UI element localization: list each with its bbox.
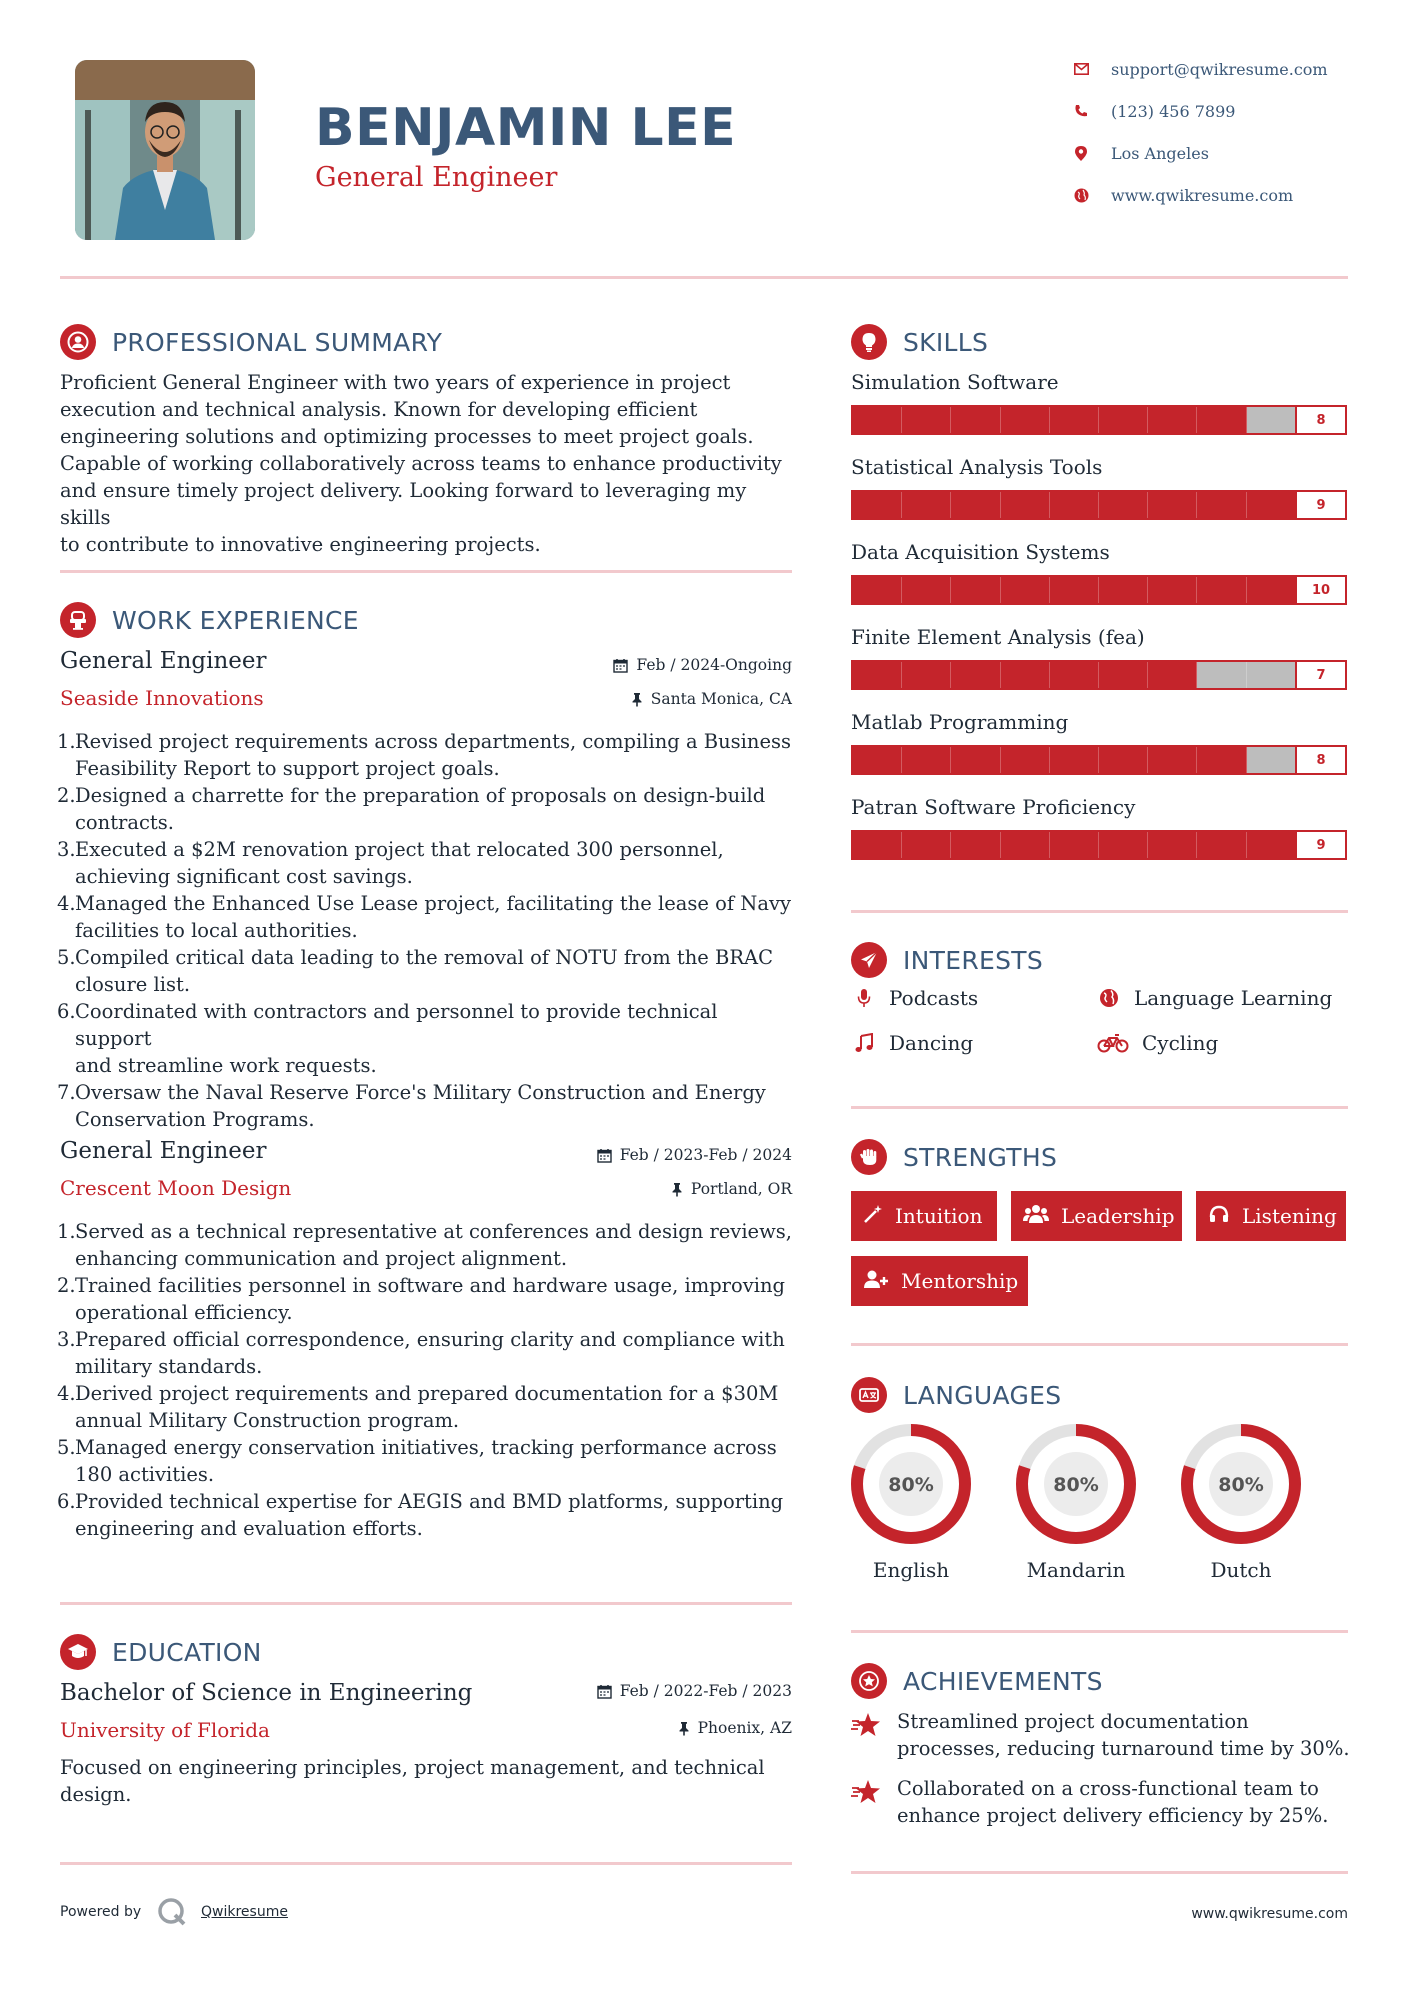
list-item-line: Oversaw the Naval Reserve Force's Military Construction and Energy — [75, 1081, 766, 1104]
skill-item — [851, 795, 1351, 880]
summary-line: and ensure timely project delivery. Looking forward to leveraging my skills — [60, 479, 747, 529]
skill-bar-empty-segment — [1197, 662, 1246, 688]
skill-bar-filled-segment — [853, 492, 902, 518]
achievement-line: Collaborated on a cross-functional team to — [897, 1777, 1319, 1800]
star-badge-icon — [851, 1663, 887, 1699]
list-item — [57, 1272, 799, 1326]
interest-label: Dancing — [889, 1031, 974, 1055]
list-item — [57, 1218, 799, 1272]
microphone-icon — [851, 988, 877, 1008]
job-points — [57, 1218, 799, 1542]
language-percent: 80% — [1218, 1474, 1264, 1496]
achievement-item — [851, 1775, 1351, 1829]
contact-phone-text: (123) 456 7899 — [1111, 101, 1236, 121]
list-item-line: Revised project requirements across departments, compiling a Business — [75, 730, 792, 753]
job-title: General Engineer — [60, 1138, 267, 1164]
summary-line: execution and technical analysis. Known for developing efficient — [60, 398, 698, 421]
skill-bar-filled-segment — [951, 492, 1000, 518]
list-item-line: Designed a charrette for the preparation of proposals on design-build — [75, 784, 766, 807]
skill-bar — [851, 660, 1347, 690]
interest-label: Cycling — [1142, 1031, 1219, 1055]
education-location — [500, 1719, 792, 1737]
language-name: Dutch — [1210, 1558, 1272, 1582]
skill-bar-filled-segment — [1197, 832, 1246, 858]
education-heading: EDUCATION — [112, 1637, 262, 1667]
list-item-line: contracts. — [75, 811, 174, 834]
footer-brand-link[interactable]: Qwikresume — [201, 1904, 288, 1920]
skill-bar — [851, 575, 1347, 605]
graduation-cap-icon — [60, 1634, 96, 1670]
list-item-number: 2. — [57, 784, 76, 807]
language-percent: 80% — [1053, 1474, 1099, 1496]
list-item — [57, 1079, 799, 1133]
skill-bar-filled-segment — [1197, 492, 1246, 518]
language-item — [831, 1422, 991, 1582]
list-item-line: Feasibility Report to support project goals. — [75, 757, 500, 780]
skill-bar-filled-segment — [1001, 662, 1050, 688]
achievements-header — [851, 1661, 1103, 1701]
skill-bar-filled-segment — [853, 747, 902, 773]
skill-bar-filled-segment — [853, 832, 902, 858]
list-item-line: military standards. — [75, 1355, 263, 1378]
list-item-line: Derived project requirements and prepared documentation for a $30M — [75, 1382, 779, 1405]
candidate-title: General Engineer — [315, 162, 558, 193]
list-item-number: 3. — [57, 838, 76, 861]
summary-line: to contribute to innovative engineering projects. — [60, 533, 541, 556]
star-icon — [851, 1708, 883, 1762]
list-item-number: 4. — [57, 892, 76, 915]
list-item — [57, 1380, 799, 1434]
job-dates-text: Feb / 2024-Ongoing — [636, 656, 792, 674]
skill-bar-filled-segment — [1247, 577, 1296, 603]
list-item-line: Served as a technical representative at conferences and design reviews, — [75, 1220, 792, 1243]
languages-heading: LANGUAGES — [903, 1380, 1062, 1410]
languages-header — [851, 1375, 1061, 1415]
list-item-number: 1. — [57, 1220, 76, 1243]
skill-bar-filled-segment — [1001, 747, 1050, 773]
list-item-number: 5. — [57, 1436, 76, 1459]
calendar-icon — [597, 1684, 612, 1699]
skill-bar-filled-segment — [951, 662, 1000, 688]
skill-bar-filled-segment — [1148, 492, 1197, 518]
phone-icon — [1073, 103, 1089, 119]
contact-website-text: www.qwikresume.com — [1111, 185, 1294, 205]
list-item-line: operational efficiency. — [75, 1301, 293, 1324]
calendar-icon — [613, 658, 628, 673]
skill-bar-filled-segment — [1050, 747, 1099, 773]
list-item — [57, 998, 799, 1079]
star-icon — [851, 1775, 883, 1829]
list-item-number: 5. — [57, 946, 76, 969]
skill-name: Patran Software Proficiency — [851, 795, 1136, 819]
job-location — [500, 1180, 792, 1198]
work-heading: WORK EXPERIENCE — [112, 605, 359, 635]
skill-level-badge: 10 — [1295, 577, 1345, 603]
skill-bar-filled-segment — [1197, 577, 1246, 603]
skill-item — [851, 625, 1351, 710]
skill-bar-filled-segment — [1099, 832, 1148, 858]
skill-bar-filled-segment — [1197, 407, 1246, 433]
skill-bar-filled-segment — [902, 832, 951, 858]
skill-bar-filled-segment — [1247, 832, 1296, 858]
job-company: Crescent Moon Design — [60, 1176, 292, 1200]
list-item — [57, 1326, 799, 1380]
paper-plane-icon — [851, 942, 887, 978]
job-dates — [500, 1146, 792, 1164]
contact-website[interactable] — [1073, 182, 1373, 208]
music-note-icon — [851, 1033, 877, 1053]
skill-item — [851, 540, 1351, 625]
skill-bar — [851, 745, 1347, 775]
bicycle-icon — [1096, 1033, 1130, 1053]
languages-divider — [851, 1630, 1348, 1633]
skill-bar-empty-segment — [1247, 662, 1296, 688]
list-item — [57, 1488, 799, 1542]
skill-bar-filled-segment — [1099, 407, 1148, 433]
skill-bar-filled-segment — [902, 747, 951, 773]
language-name: Mandarin — [1026, 1558, 1126, 1582]
job-dates-text: Feb / 2023-Feb / 2024 — [619, 1146, 792, 1164]
list-item-number: 7. — [57, 1081, 76, 1104]
pin-icon — [671, 1182, 683, 1197]
skill-bar-empty-segment — [1247, 747, 1296, 773]
summary-heading: PROFESSIONAL SUMMARY — [112, 327, 443, 357]
job-location-text: Portland, OR — [690, 1180, 792, 1198]
summary-line: engineering solutions and optimizing processes to meet project goals. — [60, 425, 754, 448]
translate-icon — [851, 1377, 887, 1413]
skill-name: Matlab Programming — [851, 710, 1069, 734]
users-icon — [1023, 1204, 1049, 1229]
achievement-line: processes, reducing turnaround time by 30%. — [897, 1737, 1350, 1760]
skill-item — [851, 710, 1351, 795]
skill-bar-empty-segment — [1247, 407, 1296, 433]
user-icon — [60, 324, 96, 360]
candidate-name: BENJAMIN LEE — [315, 98, 737, 158]
interest-item — [851, 1031, 973, 1055]
education-line: design. — [60, 1783, 132, 1806]
list-item-line: Coordinated with contractors and personnel to provide technical support — [75, 1000, 718, 1050]
strength-chip — [851, 1256, 1028, 1306]
strengths-heading: STRENGTHS — [903, 1142, 1058, 1172]
interest-item — [1096, 986, 1332, 1010]
language-name: English — [872, 1558, 950, 1582]
skill-bar — [851, 830, 1347, 860]
skill-bar-filled-segment — [1148, 577, 1197, 603]
skill-bar-filled-segment — [1099, 747, 1148, 773]
list-item-number: 4. — [57, 1382, 76, 1405]
headphones-icon — [1208, 1204, 1230, 1229]
list-item-line: enhancing communication and project alignment. — [75, 1247, 568, 1270]
skill-bar-filled-segment — [951, 407, 1000, 433]
skill-bar-filled-segment — [1148, 662, 1197, 688]
interests-heading: INTERESTS — [903, 945, 1044, 975]
skill-bar-filled-segment — [1001, 407, 1050, 433]
summary-text — [60, 369, 800, 558]
language-ring — [831, 1422, 991, 1546]
skill-bar-filled-segment — [1050, 407, 1099, 433]
header-divider — [60, 276, 1348, 279]
job-location-text: Santa Monica, CA — [650, 690, 792, 708]
list-item-line: engineering and evaluation efforts. — [75, 1517, 423, 1540]
skill-bar-filled-segment — [1148, 832, 1197, 858]
globe-icon — [1096, 988, 1122, 1008]
skill-bar-filled-segment — [1050, 832, 1099, 858]
skill-bar-filled-segment — [951, 577, 1000, 603]
fist-icon — [851, 1139, 887, 1175]
language-item — [1161, 1422, 1321, 1582]
skill-bar — [851, 490, 1347, 520]
skills-list — [851, 370, 1351, 880]
skill-bar-filled-segment — [951, 747, 1000, 773]
skill-level-badge: 9 — [1295, 832, 1345, 858]
education-dates — [500, 1682, 792, 1700]
skill-level-badge: 9 — [1295, 492, 1345, 518]
interest-item — [1096, 1031, 1218, 1055]
skill-bar-filled-segment — [902, 492, 951, 518]
work-divider — [60, 1602, 792, 1605]
list-item — [57, 836, 799, 890]
list-item-line: 180 activities. — [75, 1463, 215, 1486]
skills-heading: SKILLS — [903, 327, 989, 357]
job-title: General Engineer — [60, 648, 267, 674]
interests-header — [851, 940, 1043, 980]
list-item — [57, 890, 799, 944]
degree-title: Bachelor of Science in Engineering — [60, 1680, 473, 1706]
skill-bar-filled-segment — [1050, 577, 1099, 603]
strength-chip — [1011, 1191, 1182, 1241]
achievements-divider — [851, 1871, 1348, 1874]
education-location-text: Phoenix, AZ — [697, 1719, 792, 1737]
language-percent: 80% — [888, 1474, 934, 1496]
briefcase-icon — [60, 602, 96, 638]
skills-divider — [851, 910, 1348, 913]
skills-header — [851, 322, 988, 362]
list-item-line: Executed a $2M renovation project that relocated 300 personnel, — [75, 838, 724, 861]
skill-bar-filled-segment — [853, 662, 902, 688]
lightbulb-icon — [851, 324, 887, 360]
work-header — [60, 600, 359, 640]
list-item-line: and streamline work requests. — [75, 1054, 377, 1077]
list-item-number: 6. — [57, 1490, 76, 1513]
pin-icon — [678, 1721, 690, 1736]
achievement-line: enhance project delivery efficiency by 25%. — [897, 1804, 1329, 1827]
summary-line: Capable of working collaboratively across teams to enhance productivity — [60, 452, 782, 475]
job-dates — [500, 656, 792, 674]
qwikresume-logo-icon — [157, 1897, 187, 1931]
list-item — [57, 728, 799, 782]
skill-bar-filled-segment — [1247, 492, 1296, 518]
achievements-heading: ACHIEVEMENTS — [903, 1666, 1103, 1696]
contact-phone[interactable] — [1073, 98, 1373, 124]
strength-label: Listening — [1242, 1204, 1337, 1228]
skill-level-badge: 7 — [1295, 662, 1345, 688]
contact-location — [1073, 140, 1373, 166]
list-item-line: Managed energy conservation initiatives, tracking performance across — [75, 1436, 777, 1459]
location-pin-icon — [1073, 145, 1089, 161]
list-item-number: 2. — [57, 1274, 76, 1297]
magic-wand-icon — [863, 1204, 883, 1229]
skill-bar-filled-segment — [902, 407, 951, 433]
skill-bar-filled-segment — [902, 662, 951, 688]
strength-label: Intuition — [895, 1204, 983, 1228]
list-item-line: facilities to local authorities. — [75, 919, 358, 942]
language-ring — [996, 1422, 1156, 1546]
job-points — [57, 728, 799, 1133]
interest-item — [851, 986, 978, 1010]
list-item-line: Provided technical expertise for AEGIS and BMD platforms, supporting — [75, 1490, 784, 1513]
skill-bar-filled-segment — [1001, 577, 1050, 603]
education-header — [60, 1632, 262, 1672]
strength-chip — [1196, 1191, 1346, 1241]
skill-name: Data Acquisition Systems — [851, 540, 1110, 564]
achievement-line: Streamlined project documentation — [897, 1710, 1249, 1733]
list-item-line: Conservation Programs. — [75, 1108, 315, 1131]
skill-name: Finite Element Analysis (fea) — [851, 625, 1145, 649]
interests-divider — [851, 1106, 1348, 1109]
job-company: Seaside Innovations — [60, 686, 264, 710]
strength-label: Mentorship — [901, 1269, 1019, 1293]
language-item — [996, 1422, 1156, 1582]
skill-bar-filled-segment — [1050, 662, 1099, 688]
skill-bar-filled-segment — [902, 577, 951, 603]
contact-email-text: support@qwikresume.com — [1111, 59, 1328, 79]
profile-photo — [75, 60, 255, 240]
skill-level-badge: 8 — [1295, 747, 1345, 773]
footer-website-link[interactable]: www.qwikresume.com — [1191, 1906, 1348, 1922]
skill-bar-filled-segment — [1050, 492, 1099, 518]
strength-chip — [851, 1191, 997, 1241]
skill-bar-filled-segment — [1001, 492, 1050, 518]
education-description — [60, 1754, 800, 1808]
skill-bar-filled-segment — [1197, 747, 1246, 773]
pin-icon — [631, 692, 643, 707]
user-plus-icon — [863, 1269, 889, 1294]
skill-bar-filled-segment — [1148, 747, 1197, 773]
education-dates-text: Feb / 2022-Feb / 2023 — [619, 1682, 792, 1700]
education-line: Focused on engineering principles, project management, and technical — [60, 1756, 765, 1779]
summary-line: Proficient General Engineer with two years of experience in project — [60, 371, 731, 394]
list-item-line: closure list. — [75, 973, 191, 996]
email-icon — [1073, 61, 1089, 77]
achievement-item — [851, 1708, 1351, 1762]
skill-bar-filled-segment — [853, 407, 902, 433]
skill-item — [851, 370, 1351, 455]
skill-bar-filled-segment — [1099, 492, 1148, 518]
list-item-number: 6. — [57, 1000, 76, 1023]
strengths-header — [851, 1137, 1057, 1177]
language-ring — [1161, 1422, 1321, 1546]
interest-label: Language Learning — [1134, 986, 1333, 1010]
list-item — [57, 944, 799, 998]
globe-icon — [1073, 187, 1089, 203]
summary-header — [60, 322, 442, 362]
contact-location-text: Los Angeles — [1111, 143, 1209, 163]
list-item-line: Compiled critical data leading to the removal of NOTU from the BRAC — [75, 946, 774, 969]
summary-divider — [60, 570, 792, 573]
skill-bar — [851, 405, 1347, 435]
calendar-icon — [597, 1148, 612, 1163]
skill-name: Statistical Analysis Tools — [851, 455, 1103, 479]
strength-label: Leadership — [1061, 1204, 1175, 1228]
strengths-divider — [851, 1343, 1348, 1346]
list-item-number: 1. — [57, 730, 76, 753]
list-item-line: Trained facilities personnel in software and hardware usage, improving — [75, 1274, 786, 1297]
skill-name: Simulation Software — [851, 370, 1059, 394]
skill-bar-filled-segment — [1148, 407, 1197, 433]
skill-bar-filled-segment — [951, 832, 1000, 858]
list-item-number: 3. — [57, 1328, 76, 1351]
skill-item — [851, 455, 1351, 540]
list-item-line: Prepared official correspondence, ensuring clarity and compliance with — [75, 1328, 785, 1351]
job-location — [500, 690, 792, 708]
footer-powered-by: Powered by — [60, 1904, 142, 1920]
interest-label: Podcasts — [889, 986, 979, 1010]
list-item — [57, 1434, 799, 1488]
list-item-line: Managed the Enhanced Use Lease project, facilitating the lease of Navy — [75, 892, 792, 915]
skill-bar-filled-segment — [1099, 577, 1148, 603]
skill-bar-filled-segment — [853, 577, 902, 603]
skill-level-badge: 8 — [1295, 407, 1345, 433]
education-divider — [60, 1862, 792, 1865]
contact-email[interactable] — [1073, 56, 1373, 82]
skill-bar-filled-segment — [1001, 832, 1050, 858]
list-item-line: annual Military Construction program. — [75, 1409, 460, 1432]
list-item — [57, 782, 799, 836]
skill-bar-filled-segment — [1099, 662, 1148, 688]
school-name: University of Florida — [60, 1718, 270, 1742]
list-item-line: achieving significant cost savings. — [75, 865, 413, 888]
